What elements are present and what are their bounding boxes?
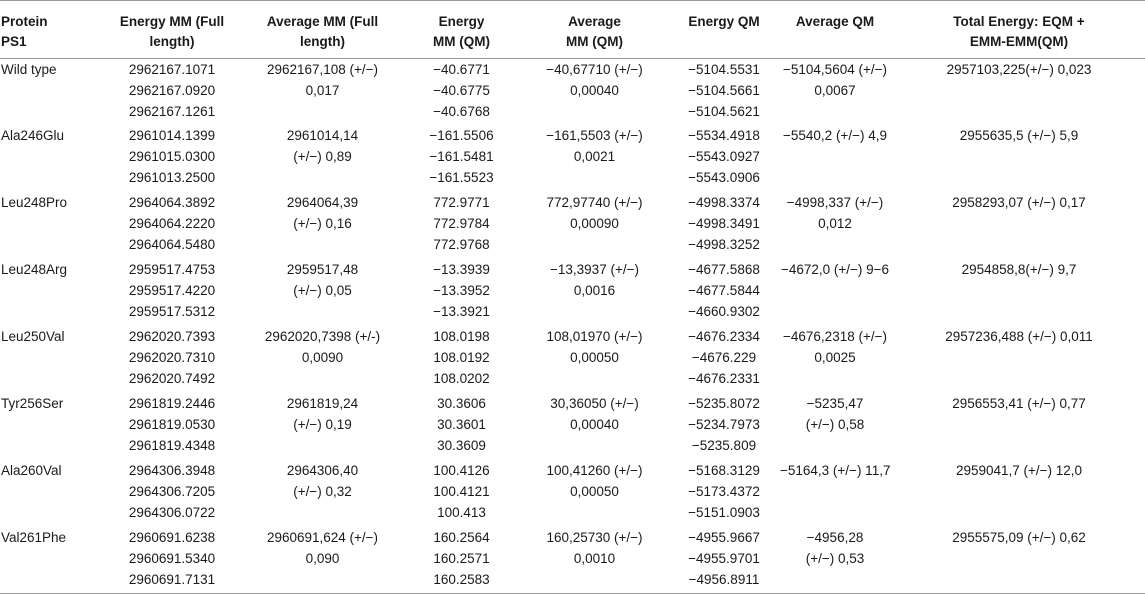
- cell-value-line: −4998,337 (+/−): [786, 195, 884, 211]
- col-energy-mm-qm-cell: [405, 527, 518, 594]
- col-energy-qm-cell: [671, 460, 777, 527]
- cell-value-line: 2962167.0920: [128, 83, 216, 98]
- table-body: [0, 59, 1145, 594]
- col-energy-qm-cell: [671, 259, 777, 326]
- col-protein-header: [0, 1, 104, 59]
- cell-value-line: −4676.2334: [688, 329, 760, 344]
- col-average-qm-cell: [777, 192, 893, 259]
- col-energy-mm-full-cell: [104, 259, 240, 326]
- cell-value-line: −4955.9701: [688, 550, 760, 566]
- col-average-mm-full-cell: [240, 460, 405, 527]
- cell-value-line: 108.0202: [433, 371, 490, 386]
- cell-value-line: 0,00040: [570, 416, 619, 432]
- header-label-line: MM (QM): [566, 34, 623, 49]
- col-energy-qm-header: [671, 1, 777, 59]
- cell-value-line: 2961819.4348: [128, 437, 216, 453]
- protein-name: Tyr256Ser: [1, 395, 64, 411]
- table-row: [0, 393, 1145, 460]
- cell-value-line: 2961014,14: [286, 128, 359, 144]
- cell-value-line: −4956.8911: [688, 571, 760, 587]
- cell-value-line: 160.2564: [433, 529, 490, 545]
- col-total-energy-cell: [893, 125, 1145, 192]
- table-row: [0, 326, 1145, 393]
- col-energy-qm-cell: [671, 192, 777, 259]
- cell-value-line: 0,00090: [570, 216, 619, 232]
- cell-value-line: 2960691,624 (+/−): [266, 529, 379, 545]
- header-label-line: Total Energy: EQM +: [953, 14, 1085, 29]
- col-energy-mm-full-cell: [104, 393, 240, 460]
- table-row: [0, 460, 1145, 527]
- cell-value-line: 2957103,225(+/−) 0,023: [946, 62, 1092, 77]
- cell-value-line: 30,36050 (+/−): [550, 395, 639, 411]
- col-energy-mm-qm-cell: [405, 259, 518, 326]
- cell-value-line: −5104,5604 (+/−): [783, 62, 887, 77]
- cell-value-line: 0,0016: [573, 283, 616, 299]
- cell-value-line: −5234.7973: [688, 416, 760, 432]
- cell-value-line: (+/−) 0,19: [293, 416, 352, 432]
- cell-value-line: −4676,2318 (+/−): [783, 329, 887, 344]
- header-label-line: Energy MM (Full: [119, 14, 225, 29]
- col-protein-cell: [0, 460, 104, 527]
- col-energy-mm-qm-cell: [405, 59, 518, 126]
- cell-value-line: −5235.8072: [688, 395, 760, 411]
- cell-value-line: −13,3937 (+/−): [550, 262, 639, 278]
- cell-value-line: −5540,2 (+/−) 4,9: [783, 128, 887, 144]
- col-average-mm-full-cell: [240, 326, 405, 393]
- col-average-mm-qm-cell: [518, 192, 671, 259]
- cell-value-line: 2961014.1399: [128, 128, 216, 144]
- cell-value-line: 2958293,07 (+/−) 0,17: [952, 195, 1086, 211]
- cell-value-line: 2961819.2446: [128, 395, 216, 411]
- cell-value-line: −5164,3 (+/−) 11,7: [780, 462, 891, 478]
- col-total-energy-cell: [893, 460, 1145, 527]
- protein-name: Ala260Val: [1, 462, 62, 478]
- header-label-line: Average MM (Full: [266, 14, 379, 29]
- cell-value-line: 2964064,39: [286, 195, 359, 211]
- cell-value-line: 2955575,09 (+/−) 0,62: [952, 529, 1086, 545]
- cell-value-line: (+/−) 0,53: [805, 550, 865, 566]
- protein-name: Ala246Glu: [1, 128, 65, 144]
- cell-value-line: 2957236,488 (+/−) 0,011: [945, 329, 1093, 344]
- table-row: [0, 527, 1145, 594]
- cell-value-line: 108.0192: [433, 350, 490, 365]
- cell-value-line: −5543.0906: [688, 170, 760, 186]
- cell-value-line: 0,0021: [573, 149, 616, 165]
- cell-value-line: −5534.4918: [688, 128, 760, 144]
- table-row: [0, 259, 1145, 326]
- cell-value-line: 2959041,7 (+/−) 12,0: [955, 462, 1083, 478]
- col-energy-mm-full-header: [104, 1, 240, 59]
- col-energy-mm-qm-header: [405, 1, 518, 59]
- col-protein-cell: [0, 393, 104, 460]
- cell-value-line: 2959517.4753: [128, 262, 216, 278]
- header-label-line: Average: [568, 14, 621, 29]
- cell-value-line: 100.4126: [433, 462, 490, 478]
- cell-value-line: −5104.5621: [688, 104, 760, 119]
- cell-value-line: −4956,28: [806, 529, 864, 545]
- cell-value-line: 0,0025: [814, 350, 856, 365]
- cell-value-line: 160.2583: [433, 571, 490, 587]
- col-average-mm-full-cell: [240, 527, 405, 594]
- cell-value-line: 2961819,24: [286, 395, 359, 411]
- col-energy-mm-full-cell: [104, 460, 240, 527]
- col-average-qm-cell: [777, 259, 893, 326]
- cell-value-line: −13.3921: [433, 304, 490, 320]
- cell-value-line: 0,090: [305, 550, 340, 566]
- cell-value-line: −40,67710 (+/−): [546, 62, 643, 77]
- cell-value-line: 772.9771: [433, 195, 490, 211]
- cell-value-line: −5543.0927: [688, 149, 760, 165]
- header-label-line: Protein: [1, 14, 48, 29]
- cell-value-line: −4676.2331: [688, 371, 760, 386]
- cell-value-line: 2962020.7492: [128, 371, 216, 386]
- cell-value-line: 100.413: [437, 504, 486, 520]
- cell-value-line: −161.5481: [429, 149, 494, 165]
- col-energy-mm-full-cell: [104, 125, 240, 192]
- cell-value-line: −5151.0903: [688, 504, 760, 520]
- col-average-qm-cell: [777, 326, 893, 393]
- header-label-line: Energy: [438, 14, 485, 29]
- col-energy-qm-cell: [671, 393, 777, 460]
- cell-value-line: 160.2571: [433, 550, 490, 566]
- header-label-line: Average QM: [795, 14, 875, 29]
- col-energy-qm-cell: [671, 326, 777, 393]
- cell-value-line: 2961015.0300: [128, 149, 216, 165]
- col-energy-mm-qm-cell: [405, 393, 518, 460]
- col-average-mm-full-cell: [240, 259, 405, 326]
- cell-value-line: 2959517.4220: [128, 283, 216, 299]
- col-total-energy-cell: [893, 527, 1145, 594]
- col-total-energy-cell: [893, 393, 1145, 460]
- cell-value-line: 2962167,108 (+/−): [266, 62, 379, 77]
- cell-value-line: (+/−) 0,05: [293, 283, 352, 299]
- cell-value-line: 2964064.5480: [128, 237, 216, 253]
- header-label-line: Energy QM: [688, 14, 760, 29]
- cell-value-line: 772.9768: [433, 237, 490, 253]
- col-average-mm-full-cell: [240, 192, 405, 259]
- col-average-mm-qm-cell: [518, 59, 671, 126]
- cell-value-line: 2960691.6238: [128, 529, 216, 545]
- cell-value-line: −5168.3129: [688, 462, 760, 478]
- cell-value-line: 0,0010: [573, 550, 616, 566]
- col-energy-mm-qm-cell: [405, 192, 518, 259]
- col-average-mm-qm-cell: [518, 125, 671, 192]
- cell-value-line: −4676.229: [691, 350, 757, 365]
- cell-value-line: 30.3606: [437, 395, 486, 411]
- cell-value-line: −4955.9667: [688, 529, 760, 545]
- cell-value-line: 2955635,5 (+/−) 5,9: [959, 128, 1079, 144]
- cell-value-line: −161,5503 (+/−): [546, 128, 643, 144]
- header-label-line: length): [300, 34, 345, 49]
- protein-name: Val261Phe: [1, 529, 67, 545]
- cell-value-line: −4998.3491: [688, 216, 760, 232]
- col-average-mm-full-cell: [240, 59, 405, 126]
- cell-value-line: 2960691.5340: [128, 550, 216, 566]
- cell-value-line: (+/−) 0,89: [293, 149, 352, 165]
- cell-value-line: −4677.5844: [688, 283, 760, 299]
- cell-value-line: 2962020,7398 (+/-): [264, 329, 381, 344]
- cell-value-line: 100,41260 (+/−): [546, 462, 643, 478]
- header-row: [0, 1, 1145, 59]
- header-label-line: PS1: [1, 34, 27, 49]
- cell-value-line: −161.5506: [429, 128, 494, 144]
- cell-value-line: −5104.5531: [688, 62, 760, 77]
- cell-value-line: 2964064.2220: [128, 216, 216, 232]
- col-energy-mm-full-cell: [104, 527, 240, 594]
- col-average-qm-header: [777, 1, 893, 59]
- cell-value-line: −13.3939: [433, 262, 490, 278]
- col-average-mm-qm-cell: [518, 393, 671, 460]
- cell-value-line: 160,25730 (+/−): [546, 529, 643, 545]
- col-protein-cell: [0, 259, 104, 326]
- col-energy-mm-full-cell: [104, 59, 240, 126]
- cell-value-line: −161.5523: [429, 170, 494, 186]
- cell-value-line: 2959517,48: [286, 262, 359, 278]
- cell-value-line: 100.4121: [433, 483, 490, 499]
- col-average-mm-qm-cell: [518, 259, 671, 326]
- col-average-mm-full-cell: [240, 393, 405, 460]
- col-energy-qm-cell: [671, 59, 777, 126]
- cell-value-line: 2961013.2500: [128, 170, 216, 186]
- cell-value-line: (+/−) 0,58: [805, 416, 865, 432]
- cell-value-line: (+/−) 0,16: [293, 216, 352, 232]
- cell-value-line: 0,00040: [570, 83, 619, 98]
- col-average-qm-cell: [777, 527, 893, 594]
- cell-value-line: 108.0198: [433, 329, 490, 344]
- col-energy-mm-qm-cell: [405, 460, 518, 527]
- cell-value-line: −40.6768: [433, 104, 490, 119]
- col-total-energy-header: [893, 1, 1145, 59]
- table-row: [0, 125, 1145, 192]
- col-average-qm-cell: [777, 125, 893, 192]
- col-total-energy-cell: [893, 59, 1145, 126]
- header-label-line: length): [149, 34, 195, 49]
- cell-value-line: 2962020.7310: [128, 350, 216, 365]
- col-protein-cell: [0, 192, 104, 259]
- cell-value-line: −40.6775: [433, 83, 490, 98]
- cell-value-line: 0,0090: [301, 350, 344, 365]
- cell-value-line: −4677.5868: [688, 262, 760, 278]
- cell-value-line: 2961819.0530: [128, 416, 216, 432]
- col-protein-cell: [0, 326, 104, 393]
- col-total-energy-cell: [893, 192, 1145, 259]
- col-average-qm-cell: [777, 59, 893, 126]
- cell-value-line: 0,0067: [814, 83, 856, 98]
- col-average-mm-qm-cell: [518, 527, 671, 594]
- cell-value-line: −5173.4372: [688, 483, 760, 499]
- cell-value-line: (+/−) 0,32: [293, 483, 352, 499]
- cell-value-line: 2956553,41 (+/−) 0,77: [952, 395, 1086, 411]
- cell-value-line: −40.6771: [433, 62, 490, 77]
- cell-value-line: 108,01970 (+/−): [546, 329, 643, 344]
- protein-name: Leu250Val: [1, 329, 65, 344]
- cell-value-line: 30.3601: [437, 416, 486, 432]
- cell-value-line: 30.3609: [437, 437, 486, 453]
- cell-value-line: −4660.9302: [688, 304, 760, 320]
- cell-value-line: 772.9784: [433, 216, 490, 232]
- col-average-mm-qm-cell: [518, 326, 671, 393]
- cell-value-line: 2964306.7205: [128, 483, 216, 499]
- cell-value-line: 2964064.3892: [128, 195, 216, 211]
- col-average-qm-cell: [777, 393, 893, 460]
- table-row: [0, 59, 1145, 126]
- table-row: [0, 192, 1145, 259]
- cell-value-line: 772,97740 (+/−): [546, 195, 643, 211]
- col-average-mm-qm-cell: [518, 460, 671, 527]
- cell-value-line: 2964306,40: [286, 462, 359, 478]
- col-energy-mm-qm-cell: [405, 326, 518, 393]
- cell-value-line: 0,017: [305, 83, 340, 98]
- cell-value-line: −4672,0 (+/−) 9−6: [780, 262, 890, 278]
- cell-value-line: 2962020.7393: [128, 329, 216, 344]
- cell-value-line: −4998.3374: [688, 195, 760, 211]
- cell-value-line: 2960691.7131: [128, 571, 216, 587]
- header-label-line: EMM-EMM(QM): [969, 34, 1069, 49]
- col-average-mm-qm-header: [518, 1, 671, 59]
- cell-value-line: 2962167.1261: [128, 104, 216, 119]
- cell-value-line: 2954858,8(+/−) 9,7: [961, 262, 1077, 278]
- col-average-mm-full-header: [240, 1, 405, 59]
- cell-value-line: −4998.3252: [688, 237, 760, 253]
- col-protein-cell: [0, 527, 104, 594]
- col-protein-cell: [0, 125, 104, 192]
- col-protein-cell: [0, 59, 104, 126]
- cell-value-line: −5104.5661: [688, 83, 760, 98]
- protein-name: Leu248Arg: [1, 262, 68, 278]
- cell-value-line: 0,00050: [570, 350, 619, 365]
- cell-value-line: 2964306.0722: [128, 504, 216, 520]
- cell-value-line: 2959517.5312: [128, 304, 216, 320]
- cell-value-line: 2962167.1071: [128, 62, 216, 77]
- cell-value-line: 0,00050: [570, 483, 619, 499]
- col-energy-mm-full-cell: [104, 192, 240, 259]
- col-average-qm-cell: [777, 460, 893, 527]
- col-total-energy-cell: [893, 259, 1145, 326]
- col-total-energy-cell: [893, 326, 1145, 393]
- header-label-line: MM (QM): [433, 34, 490, 49]
- cell-value-line: −5235.809: [691, 437, 757, 453]
- col-average-mm-full-cell: [240, 125, 405, 192]
- protein-name: Wild type: [1, 62, 57, 77]
- col-energy-qm-cell: [671, 527, 777, 594]
- col-energy-mm-qm-cell: [405, 125, 518, 192]
- cell-value-line: −13.3952: [433, 283, 490, 299]
- protein-name: Leu248Pro: [1, 195, 68, 211]
- cell-value-line: 2964306.3948: [128, 462, 216, 478]
- col-energy-qm-cell: [671, 125, 777, 192]
- cell-value-line: 0,012: [818, 216, 852, 232]
- col-energy-mm-full-cell: [104, 326, 240, 393]
- cell-value-line: −5235,47: [806, 395, 864, 411]
